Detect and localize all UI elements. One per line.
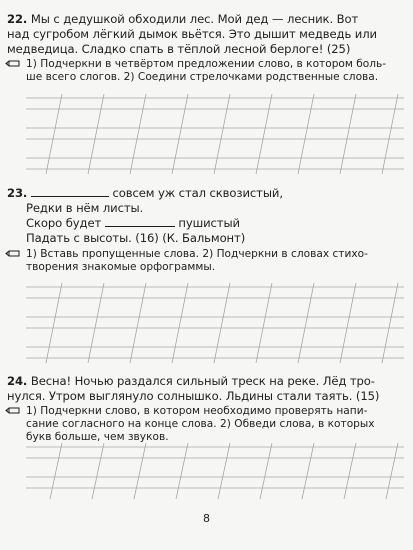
exercise-23-task-line-1: 1) Вставь пропущенные слова. 2) Подчеркни в словах стихо- bbox=[26, 248, 368, 260]
exercise-24-line-2: нулся. Утром выглянуло солнышко. Льдины стали таять. (15) bbox=[7, 389, 380, 403]
exercise-22 bbox=[0, 12, 413, 84]
answer-lines-23[interactable] bbox=[26, 283, 406, 363]
exercise-24-task-line-2: сание согласного на конце слова. 2) Обведи слова, в которых bbox=[26, 418, 375, 430]
exercise-24-task-line-1: 1) Подчеркни слово, в котором необходимо проверять напи- bbox=[26, 405, 368, 417]
exercise-22-task-line-1: 1) Подчеркни в четвёртом предложении слово, в котором боль- bbox=[26, 58, 387, 70]
page-number: 8 bbox=[203, 512, 210, 525]
pencil-icon bbox=[5, 406, 20, 415]
exercise-23-task-line-2: творения знакомые орфограммы. bbox=[26, 261, 216, 273]
exercise-22-task-line-2: ше всего слогов. 2) Соедини стрелочками родственные слова. bbox=[26, 71, 379, 83]
exercise-22-task bbox=[0, 58, 413, 84]
exercise-23-task bbox=[0, 248, 413, 274]
fill-in-blank[interactable] bbox=[31, 186, 109, 197]
exercise-23-line-1: 23. совсем уж стал сквозистый, bbox=[7, 186, 283, 200]
exercise-23-line-2: Редки в нём листы. bbox=[26, 201, 144, 215]
exercise-22-line-2: над сугробом лёгкий дымок вьётся. Это дышит медведь или bbox=[7, 27, 377, 41]
exercise-24 bbox=[0, 374, 413, 444]
exercise-24-line-1: 24. Весна! Ночью раздался сильный треск на реке. Лёд тро- bbox=[7, 374, 375, 388]
exercise-number: 24. bbox=[7, 374, 28, 388]
exercise-22-line-1: 22. Мы с дедушкой обходили лес. Мой дед — лесник. Вот bbox=[7, 12, 359, 26]
exercise-24-task-line-3: букв больше, чем звуков. bbox=[26, 431, 169, 443]
exercise-22-text bbox=[0, 12, 413, 57]
fill-in-blank[interactable] bbox=[105, 216, 175, 227]
exercise-24-text bbox=[0, 374, 413, 404]
exercise-23-text bbox=[0, 186, 413, 246]
exercise-23 bbox=[0, 186, 413, 274]
exercise-number: 23. bbox=[7, 186, 28, 200]
exercise-22-line-3: медведица. Сладко спать в тёплой лесной берлоге! (25) bbox=[7, 42, 351, 56]
exercise-23-line-4: Падать с высоты. (16) (К. Бальмонт) bbox=[26, 231, 246, 245]
pencil-icon bbox=[5, 59, 20, 68]
exercise-23-line-3: Скоро будет пушистый bbox=[26, 216, 240, 230]
answer-lines-24[interactable] bbox=[26, 443, 406, 503]
exercise-24-task bbox=[0, 405, 413, 444]
exercise-number: 22. bbox=[7, 12, 28, 26]
pencil-icon bbox=[5, 249, 20, 258]
answer-lines-22[interactable] bbox=[26, 94, 406, 174]
